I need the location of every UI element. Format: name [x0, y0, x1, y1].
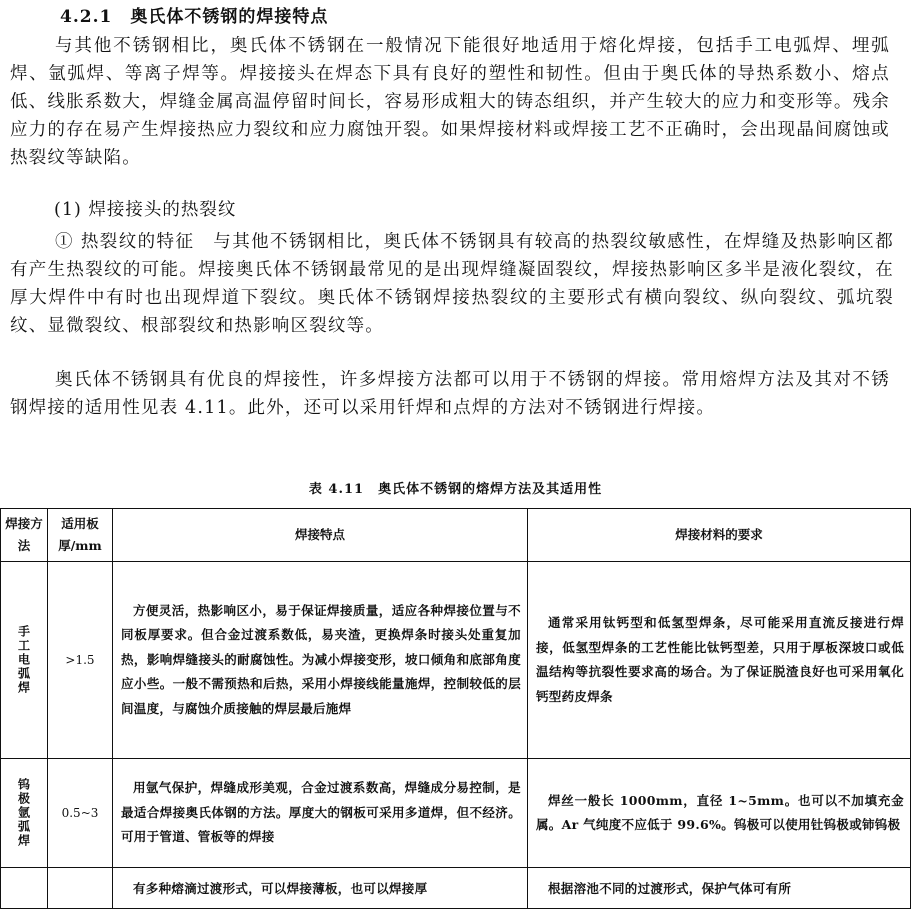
header-features: 焊接特点: [113, 509, 528, 562]
features-cell: [113, 868, 528, 909]
thickness-cell: >1.5: [48, 562, 113, 759]
header-method: 焊接方法: [1, 509, 48, 562]
thickness-cell: [48, 868, 113, 909]
table-row: [1, 868, 911, 909]
table-header-row: [1, 509, 911, 562]
features-text: 用氩气保护，焊缝成形美观，合金过渡系数高，焊缝成分易控制，是最适合焊接奥氏体钢的方法。厚度大的钢板可采用多道焊，但不经济。可用于管道、管板等的焊接: [121, 780, 521, 845]
section-number: 4.2.1: [60, 7, 113, 27]
table-row: [1, 759, 911, 868]
features-text: 有多种熔滴过渡形式，可以焊接薄板，也可以焊接厚: [133, 881, 428, 896]
section-title: 奥氏体不锈钢的焊接特点: [130, 7, 329, 27]
header-thickness: 适用板厚/mm: [48, 509, 113, 562]
features-cell: [113, 562, 528, 759]
thickness-cell: 0.5~3: [48, 759, 113, 868]
paragraph-1: 与其他不锈钢相比，奥氏体不锈钢在一般情况下能很好地适用于熔化焊接，包括手工电弧焊、埋弧焊、氩弧焊、等离子焊等。焊接接头在焊态下具有良好的塑性和韧性。但由于奥氏体的导热系数小、熔点低、线胀系数大，焊缝金属高温停留时间长，容易形成粗大的铸态组织，并产生较大的应力和变形等。残余应力的存在易产生焊接热应力裂纹和应力腐蚀开裂。如果焊接材料或焊接工艺不正确时，会出现晶间腐蚀或热裂纹等缺陷。: [10, 36, 890, 168]
method-cell: [1, 868, 48, 909]
method-cell: [1, 562, 48, 759]
materials-cell: [528, 759, 911, 868]
subheading: (1) 焊接接头的热裂纹: [54, 200, 237, 220]
section-heading: [60, 2, 328, 27]
method-label: 手工电弧焊: [16, 625, 31, 695]
materials-cell: [528, 562, 911, 759]
welding-methods-table: [0, 508, 911, 909]
features-cell: [113, 759, 528, 868]
header-materials: 焊接材料的要求: [528, 509, 911, 562]
method-label: 钨极氩弧焊: [16, 778, 31, 848]
materials-text: 根据溶池不同的过渡形式，保护气体可有所: [548, 881, 792, 896]
method-cell: [1, 759, 48, 868]
materials-text: 通常采用钛钙型和低氢型焊条，尽可能采用直流反接进行焊接，低氢型焊条的工艺性能比钛钙型差，只用于厚板深坡口或低温结构等抗裂性要求高的场合。为了保证脱渣良好也可采用氧化钙型药皮焊条: [536, 615, 904, 704]
table-caption: 表 4.11 奥氏体不锈钢的熔焊方法及其适用性: [308, 482, 603, 497]
materials-text: 焊丝一般长 1000mm，直径 1~5mm。也可以不加填充金属。Ar 气纯度不应低于 99.6%。钨极可以使用钍钨极或铈钨极: [536, 792, 904, 832]
materials-cell: [528, 868, 911, 909]
features-text: 方便灵活，热影响区小，易于保证焊接质量，适应各种焊接位置与不同板厚要求。但合金过渡系数低，易夹渣，更换焊条时接头处重复加热，影响焊缝接头的耐腐蚀性。为减小焊接变形，坡口倾角和底部角度应小些。一般不需预热和后热，采用小焊接线能量施焊，控制较低的层间温度，与腐蚀介质接触的焊层最后施焊: [121, 602, 521, 716]
paragraph-3: 奥氏体不锈钢具有优良的焊接性，许多焊接方法都可以用于不锈钢的焊接。常用熔焊方法及其对不锈钢焊接的适用性见表 4.11。此外，还可以采用钎焊和点焊的方法对不锈钢进行焊接。: [10, 370, 890, 418]
table-row: [1, 562, 911, 759]
paragraph-2: ① 热裂纹的特征 与其他不锈钢相比，奥氏体不锈钢具有较高的热裂纹敏感性，在焊缝及热影响区都有产生热裂纹的可能。焊接奥氏体不锈钢最常见的是出现焊缝凝固裂纹，焊接热影响区多半是液化裂纹，在厚大焊件中有时也出现焊道下裂纹。奥氏体不锈钢焊接热裂纹的主要形式有横向裂纹、纵向裂纹、弧坑裂纹、显微裂纹、根部裂纹和热影响区裂纹等。: [10, 232, 894, 336]
